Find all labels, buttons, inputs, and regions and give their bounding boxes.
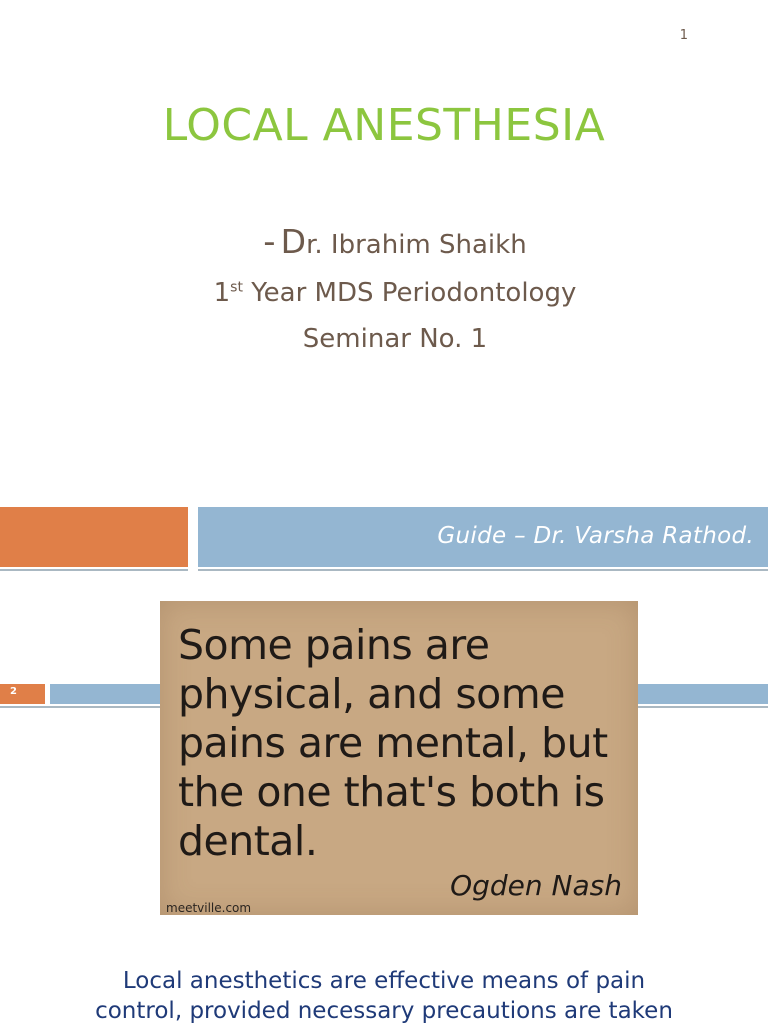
band-underline [198,569,768,571]
year-suffix: st [230,279,243,296]
author-name: r. Ibrahim Shaikh [306,230,527,260]
year-line [0,278,768,308]
author-initial: D [280,222,307,261]
quote-text: Some pains are physical, and some pains are mental, but the one that's both is dental. [178,621,608,865]
band-underline [0,569,188,571]
quote-author: Ogden Nash [450,869,622,902]
page-number: 2 [10,686,17,697]
guide-text: Guide – Dr. Varsha Rathod. [437,523,754,549]
page-number: 1 [679,28,688,43]
author-dash: - [263,222,276,262]
year-program: Year MDS Periodontology [242,278,577,308]
seminar-line: Seminar No. 1 [302,324,488,354]
body-text [0,966,768,1026]
author-line [0,222,768,262]
watermark: meetville.com [166,901,252,915]
orange-accent-band [0,507,188,567]
slide-title: LOCAL ANESTHESIA [162,100,606,151]
year-number: 1 [213,278,231,308]
orange-accent-band [0,684,45,704]
body-line: Local anesthetics are effective means of pain [122,968,646,994]
body-line: control, provided necessary precautions are taken [95,998,673,1024]
quote-image [160,601,638,915]
